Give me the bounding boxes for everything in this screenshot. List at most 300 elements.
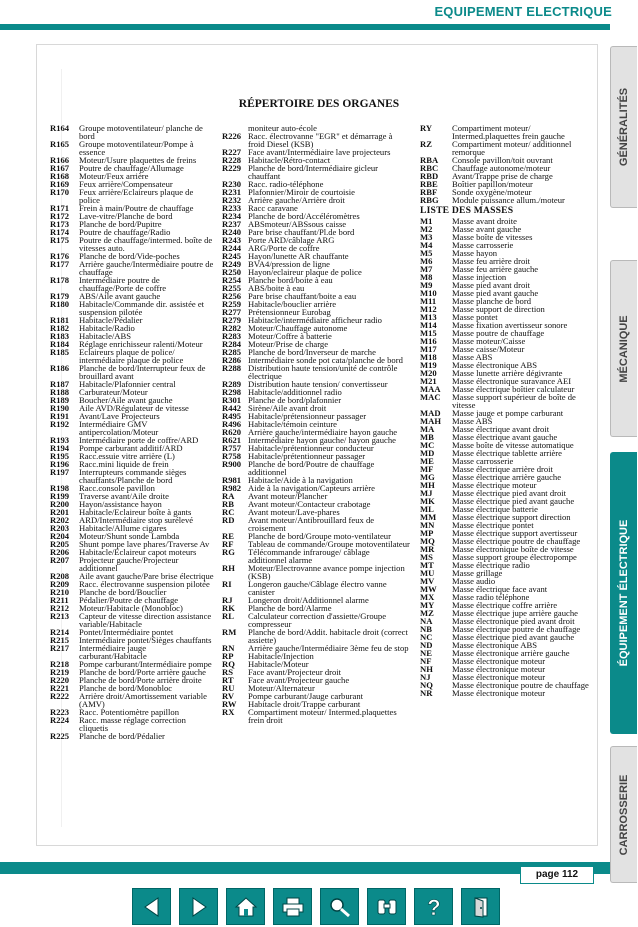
item-code: R250 [222, 267, 242, 277]
item-label: Intermédiaire jauge carburant/Habitacle [79, 643, 147, 661]
item-label: Masse boîte de vitesses [452, 232, 533, 242]
item-label: Masse support groupe électropompe [452, 552, 577, 562]
item-code: R288 [222, 363, 242, 373]
item-code: RG [222, 547, 235, 557]
item-code: R180 [50, 299, 70, 309]
item-code: NJ [420, 672, 431, 682]
item-label: Habitacle/ABS [79, 331, 132, 341]
item-code: R219 [50, 667, 70, 677]
item-code: R177 [50, 259, 70, 269]
item-code: R170 [50, 187, 70, 197]
list-item [50, 556, 215, 572]
item-label: Habitacle/Moteur [248, 659, 309, 669]
item-label: Masse électrique pied avant droit [452, 488, 567, 498]
item-code: R228 [222, 155, 242, 165]
item-code: RM [222, 627, 237, 637]
item-code: R169 [50, 179, 70, 189]
tab-carrosserie[interactable] [610, 746, 637, 883]
item-code: R244 [222, 243, 242, 253]
column-3-masses [420, 217, 596, 697]
help-button[interactable] [414, 888, 453, 925]
item-code: R199 [50, 491, 70, 501]
print-button[interactable] [273, 888, 312, 925]
item-code: R189 [50, 395, 70, 405]
item-label: Racc. Potentiomètre papillon [79, 707, 179, 717]
item-label: Sirène/Aile avant droit [248, 403, 327, 413]
item-code: R215 [50, 635, 70, 645]
item-code: R223 [50, 707, 70, 717]
item-label: Face avant/Intermédiaire lave projecteurs [248, 147, 391, 157]
list-item [50, 468, 215, 484]
item-label: Réglage enrichisseur ralenti/Moteur [79, 339, 203, 349]
item-label: Planche de bord/Inverseur de marche [248, 347, 376, 357]
item-code: ML [420, 504, 434, 514]
item-label: Pompe carburant/Intermédiaire pompe [79, 659, 212, 669]
item-code: M2 [420, 224, 433, 234]
list-item [50, 124, 215, 140]
item-label: Hayon/lunette AR chauffante [248, 251, 349, 261]
item-code: R496 [222, 419, 242, 429]
item-code: M18 [420, 352, 437, 362]
item-label: Arrière gauche/Intermédiaire poutre de chauffage [79, 259, 214, 277]
item-code: R211 [50, 595, 69, 605]
item-label: Masse électronique moteur [452, 664, 546, 674]
item-code: MG [420, 472, 435, 482]
item-code: M8 [420, 272, 433, 282]
item-code: R164 [50, 123, 70, 133]
item-code: R226 [222, 131, 242, 141]
item-label: Pontet/Intermédiaire pontet [79, 627, 174, 637]
item-code: R184 [50, 339, 70, 349]
item-label: Masse hayon [452, 248, 498, 258]
item-code: R172 [50, 211, 70, 221]
item-code: R203 [50, 523, 70, 533]
item-label: Moteur/Habitacle (Monobloc) [79, 603, 183, 613]
column-2 [222, 124, 410, 724]
item-label: Masse caisse/Moteur [452, 344, 525, 354]
item-label: Aide à la navigation/Capteurs arrière [248, 483, 375, 493]
item-label: Planche de bord/Pupitre [79, 219, 162, 229]
item-code: M9 [420, 280, 433, 290]
item-label: ABSmoteur/ABSsous caisse [248, 219, 347, 229]
item-code: RL [222, 611, 234, 621]
item-code: NA [420, 616, 433, 626]
item-label: Racc. électrovanne "EGR" et démarrage à froid Diesel (KSB) [248, 131, 393, 149]
item-label: Arrière droit/Amortissement variable (AMV) [79, 691, 207, 709]
previous-arrow-icon [141, 896, 163, 918]
item-label: Masse électronique moteur [452, 688, 546, 698]
item-label: BVA4/pression de ligne [248, 259, 330, 269]
item-label: Habitacle/additionnel radio [248, 387, 342, 397]
item-label: Habitacle/Pédalier [79, 315, 143, 325]
item-code: M5 [420, 248, 433, 258]
list-item [50, 260, 215, 276]
item-code: RY [420, 123, 433, 133]
item-code: R232 [222, 195, 242, 205]
item-label: Masse pontet [452, 312, 498, 322]
item-label: Prétensionneur Eurobag [248, 307, 331, 317]
list-item [50, 324, 215, 332]
list-item [420, 140, 596, 156]
item-label: Masse fixation avertisseur sonore [452, 320, 568, 330]
section-title: EQUIPEMENT ELECTRIQUE [434, 4, 612, 19]
item-label: Masse électrique pied avant gauche [452, 632, 575, 642]
item-label: Planche de bord/Porte arrière gauche [79, 667, 206, 677]
item-label: Arrière gauche/Intermédiaire 3ème feu de stop [248, 643, 409, 653]
item-label: Habitacle/Plafonnier central [79, 379, 176, 389]
item-code: R213 [50, 611, 70, 621]
item-code: MT [420, 560, 434, 570]
column-3 [420, 124, 596, 697]
item-label: Masse électrique face avant [452, 584, 548, 594]
item-code: RBG [420, 195, 439, 205]
item-label: Face avant/Projecteur gauche [248, 675, 350, 685]
item-code: R237 [222, 219, 242, 229]
item-code: R193 [50, 435, 70, 445]
item-code: R202 [50, 515, 70, 525]
item-label: Habitacle/bouclier arrière [248, 299, 337, 309]
item-label: Habitacle/Aide à la navigation [248, 475, 353, 485]
tab-mecanique[interactable] [610, 260, 637, 437]
item-code: MA [420, 424, 435, 434]
item-code: MAC [420, 392, 441, 402]
item-code: MX [420, 592, 435, 602]
exit-button[interactable] [461, 888, 500, 925]
item-label: Moteur/Feux arrière [79, 171, 149, 181]
item-code: R166 [50, 155, 70, 165]
item-code: MZ [420, 608, 434, 618]
item-label: Aile AVD/Régulateur de vitesse [79, 403, 189, 413]
item-label: Planche de bord/Groupe moto-ventilateur [248, 531, 391, 541]
item-code: R277 [222, 307, 242, 317]
item-label: Calculateur correction d'assiette/Groupe compresseur [248, 611, 387, 629]
item-code: R758 [222, 451, 242, 461]
item-code: RBF [420, 187, 438, 197]
item-label: Moteur/Chauffage autonome [248, 323, 348, 333]
item-label: Longeron gauche/Câblage électro vanne canister [248, 579, 387, 597]
list-item [420, 345, 596, 353]
item-label: Masse carrosserie [452, 456, 514, 466]
item-label: Masse électrique arrière droit [452, 464, 553, 474]
item-label: Masse feu arrière droit [452, 256, 531, 266]
item-code: R187 [50, 379, 70, 389]
item-code: MM [420, 512, 437, 522]
item-label: Capteur de vitesse direction assistance variable/Habitacle [79, 611, 212, 629]
item-label: Sonde oxygène/moteur [452, 187, 532, 197]
list-item [50, 692, 215, 708]
item-label: Traverse avant/Aile droite [79, 491, 169, 501]
item-label: Habitacle/prétentionneur conducteur [248, 443, 374, 453]
item-code: M17 [420, 344, 437, 354]
item-label: Planche de bord/Addit. habitacle droit (correct assiette) [248, 627, 408, 645]
item-code: RBA [420, 155, 439, 165]
item-label: moniteur auto-école [248, 123, 317, 133]
item-code: R212 [50, 603, 70, 613]
item-code: R204 [50, 531, 70, 541]
item-label: Habitacle/témoin ceinture [248, 419, 338, 429]
item-code: M6 [420, 256, 433, 266]
item-code: MR [420, 544, 435, 554]
item-code: R217 [50, 643, 70, 653]
item-label: Masse avant droite [452, 216, 517, 226]
page-header [0, 0, 638, 30]
item-code: MK [420, 496, 435, 506]
item-code: M19 [420, 360, 437, 370]
search-button[interactable] [320, 888, 359, 925]
item-label: Moteur/Alternateur [248, 683, 315, 693]
item-label: Planche de bord/Intermédiaire gicleur chauffant [248, 163, 379, 181]
item-code: R220 [50, 675, 70, 685]
item-label: Shunt pompe lave phares/Traverse Av [79, 539, 210, 549]
list-item [420, 393, 596, 409]
item-code: R249 [222, 259, 242, 269]
list-item [50, 348, 215, 364]
item-label: Planche bord/boite à eau [248, 275, 333, 285]
item-label: Masse électrique support avertisseur [452, 528, 578, 538]
list-item [420, 305, 596, 313]
item-label: Avant moteur/Plancher [248, 491, 328, 501]
item-code: R174 [50, 227, 70, 237]
help-icon [422, 895, 446, 919]
item-code: ND [420, 640, 433, 650]
list-item [222, 548, 410, 564]
list-item [420, 689, 596, 697]
item-label: Avant moteur/Lave-phares [248, 507, 340, 517]
list-item [50, 300, 215, 316]
item-code: R229 [222, 163, 242, 173]
item-label: Masse électrique boîtier calculateur [452, 384, 575, 394]
item-code: R227 [222, 147, 242, 157]
list-item [420, 196, 596, 204]
item-code: RBD [420, 171, 439, 181]
item-code: M3 [420, 232, 433, 242]
item-code: NF [420, 656, 432, 666]
list-item [50, 612, 215, 628]
item-code: MU [420, 568, 435, 578]
item-label: Masse électrique pontet [452, 520, 534, 530]
item-label: Habitacle/Radio [79, 323, 135, 333]
item-code: R259 [222, 299, 242, 309]
item-code: R197 [50, 467, 70, 477]
item-code: M1 [420, 216, 433, 226]
item-label: Masse support supérieur de boîte de vitesse [452, 392, 576, 410]
item-code: MJ [420, 488, 433, 498]
item-code: R181 [50, 315, 70, 325]
item-code: R208 [50, 571, 70, 581]
item-label: Moteur/Prise de charge [248, 339, 329, 349]
item-label: Arrière gauche/Arrière droit [248, 195, 345, 205]
item-code: R289 [222, 379, 242, 389]
page-number: page 112 [520, 866, 594, 884]
item-code: R210 [50, 587, 70, 597]
tab-label: ÉQUIPEMENT ÉLECTRIQUE [618, 519, 630, 667]
tab-generalites[interactable] [610, 46, 637, 208]
item-label: Masse pied avant gauche [452, 288, 539, 298]
item-label: Moteur/Shunt sonde Lambda [79, 531, 180, 541]
item-code: MQ [420, 536, 435, 546]
list-item [50, 716, 215, 732]
item-code: MAA [420, 384, 441, 394]
item-code: R900 [222, 459, 242, 469]
item-label: Masse électrique tablette arrière [452, 448, 562, 458]
item-label: Feux arrière/Compensateur [79, 179, 173, 189]
list-item [50, 188, 215, 204]
item-label: Masse pied avant droit [452, 280, 531, 290]
item-code: R245 [222, 251, 242, 261]
item-code: R982 [222, 483, 242, 493]
item-code: R221 [50, 683, 70, 693]
item-label: Racc.essuie vitre arrière (L) [79, 451, 175, 461]
item-label: Moteur/Coffre à batterie [248, 331, 332, 341]
item-code: RU [222, 683, 235, 693]
item-label: Feux arrière/Eclaireurs plaque de police [79, 187, 194, 205]
item-code: RZ [420, 139, 432, 149]
item-label: Console pavillon/toit ouvrant [452, 155, 553, 165]
item-code: R240 [222, 227, 242, 237]
item-label: Avant moteur/Antibrouillard feux de croisement [248, 515, 375, 533]
item-code: MAH [420, 416, 442, 426]
item-label: Masse électrique poutre de chauffage [452, 536, 581, 546]
item-code: R176 [50, 251, 70, 261]
item-code: R286 [222, 355, 242, 365]
item-code: RS [222, 667, 233, 677]
item-label: Masse électrique radio [452, 560, 530, 570]
item-code: R225 [50, 731, 70, 741]
item-code: RT [222, 675, 234, 685]
item-label: Groupe motoventilateur/ planche de bord [79, 123, 203, 141]
svg-text:?: ? [426, 894, 441, 919]
list-item [222, 164, 410, 180]
item-label: Habitacle/Allume cigares [79, 523, 167, 533]
item-label: Avant/Trappe prise de charge [452, 171, 553, 181]
item-label: Pare brise chauffant/Pl.de bord [248, 227, 355, 237]
list-item [50, 140, 215, 156]
item-code: RC [222, 507, 235, 517]
item-code: R194 [50, 443, 70, 453]
item-code: R167 [50, 163, 70, 173]
item-code: R198 [50, 483, 70, 493]
item-label: Masse électrique avant gauche [452, 432, 558, 442]
item-label: Planche de bord/plafonnier [248, 395, 342, 405]
exit-door-icon [469, 896, 493, 918]
item-label: Masse audio [452, 576, 496, 586]
item-label: Masse moteur/Caisse [452, 336, 526, 346]
list-item [222, 564, 410, 580]
item-label: Masse électrique pied avant gauche [452, 496, 575, 506]
item-code: R981 [222, 475, 242, 485]
list-item [50, 644, 215, 660]
item-label: Distribution haute tension/ convertisseur [248, 379, 388, 389]
print-icon [281, 896, 305, 918]
item-code: R175 [50, 235, 70, 245]
item-label: Pompe carburant additif/ARD [79, 443, 183, 453]
masses-heading: LISTE DES MASSES [420, 205, 514, 216]
next-page-button[interactable] [179, 888, 218, 925]
item-label: Masse injection [452, 272, 507, 282]
item-code: R243 [222, 235, 242, 245]
item-code: MW [420, 584, 437, 594]
home-button[interactable] [226, 888, 265, 925]
item-label: Groupe motoventilateur/Pompe à essence [79, 139, 194, 157]
item-label: Moteur/Electrovanne avance pompe injection (KSB) [248, 563, 405, 581]
item-label: Moteur/Usure plaquettes de freins [79, 155, 197, 165]
item-label: ABS/Aile avant gauche [79, 291, 161, 301]
item-label: Masse électrique poutre de chauffage [452, 624, 581, 634]
item-label: ABS/boite à eau [248, 283, 305, 293]
item-label: Habitacle/Commande dir. assistée et suspension pilotée [79, 299, 205, 317]
item-code: R185 [50, 347, 70, 357]
item-label: Intermédiaire sonde pot cata/planche de bord [248, 355, 403, 365]
item-label: Projecteur gauche/Projecteur additionnel [79, 555, 179, 573]
item-code: M14 [420, 320, 437, 330]
item-code: NH [420, 664, 433, 674]
item-label: Habitacle/prétentionneur passager [248, 451, 366, 461]
list-item [50, 732, 215, 740]
item-label: Masse électronique arrière gauche [452, 648, 570, 658]
item-code: MC [420, 440, 435, 450]
item-code: MN [420, 520, 435, 530]
binoculars-button[interactable] [367, 888, 406, 925]
item-code: M12 [420, 304, 437, 314]
item-code: R283 [222, 331, 242, 341]
item-label: ARD/Intermédiaire stop surélevé [79, 515, 194, 525]
item-code: R191 [50, 411, 70, 421]
item-code: R206 [50, 547, 70, 557]
tab-equipement-electrique[interactable] [610, 452, 637, 734]
list-item [222, 132, 410, 148]
item-label: Masse carrosserie [452, 240, 514, 250]
item-code: R168 [50, 171, 70, 181]
list-item [420, 265, 596, 273]
list-item [420, 124, 596, 140]
previous-page-button[interactable] [132, 888, 171, 925]
item-label: Masse électrique coffre arrière [452, 600, 558, 610]
item-code: RP [222, 651, 234, 661]
list-item [222, 460, 410, 476]
item-label: Masse électronique pied avant droit [452, 616, 575, 626]
item-label: Avant moteur/Contacteur crabotage [248, 499, 371, 509]
item-code: NC [420, 632, 433, 642]
item-label: Masse électrique jupe arrière gauche [452, 608, 578, 618]
item-label: Masse boîte de vitesse automatique [452, 440, 574, 450]
item-label: Compartiment moteur/ Intermed.plaquettes frein droit [248, 707, 397, 725]
item-label: Racc.console pavillon [79, 483, 155, 493]
item-code: R178 [50, 275, 70, 285]
item-label: Masse électronique moteur [452, 672, 546, 682]
item-code: RB [222, 499, 234, 509]
item-code: MS [420, 552, 433, 562]
binoculars-icon [375, 896, 399, 918]
column-3-components [420, 124, 596, 204]
tab-label: CARROSSERIE [618, 774, 630, 855]
list-item [222, 628, 410, 644]
item-code: M16 [420, 336, 437, 346]
list-item [420, 409, 596, 417]
item-label: Plafonnier/Miroir de courtoisie [248, 187, 355, 197]
item-code: R621 [222, 435, 242, 445]
item-label: Habitacle/intermédiaire afficheur radio [248, 315, 382, 325]
list-item [50, 276, 215, 292]
item-label: Frein à main/Poutre de chauffage [79, 203, 194, 213]
item-label: Planche de bord/Bouclier [79, 587, 167, 597]
item-code: R201 [50, 507, 70, 517]
item-label: Interrupteurs commande sièges chauffants/Planche de bord [79, 467, 187, 485]
item-label: Racc. électrovanne suspension pilotée [79, 579, 210, 589]
item-label: Masse électrique avant droit [452, 424, 550, 434]
item-label: Habitacle/Eclaireur capot moteurs [79, 547, 197, 557]
item-code: R222 [50, 691, 70, 701]
item-code: R620 [222, 427, 242, 437]
